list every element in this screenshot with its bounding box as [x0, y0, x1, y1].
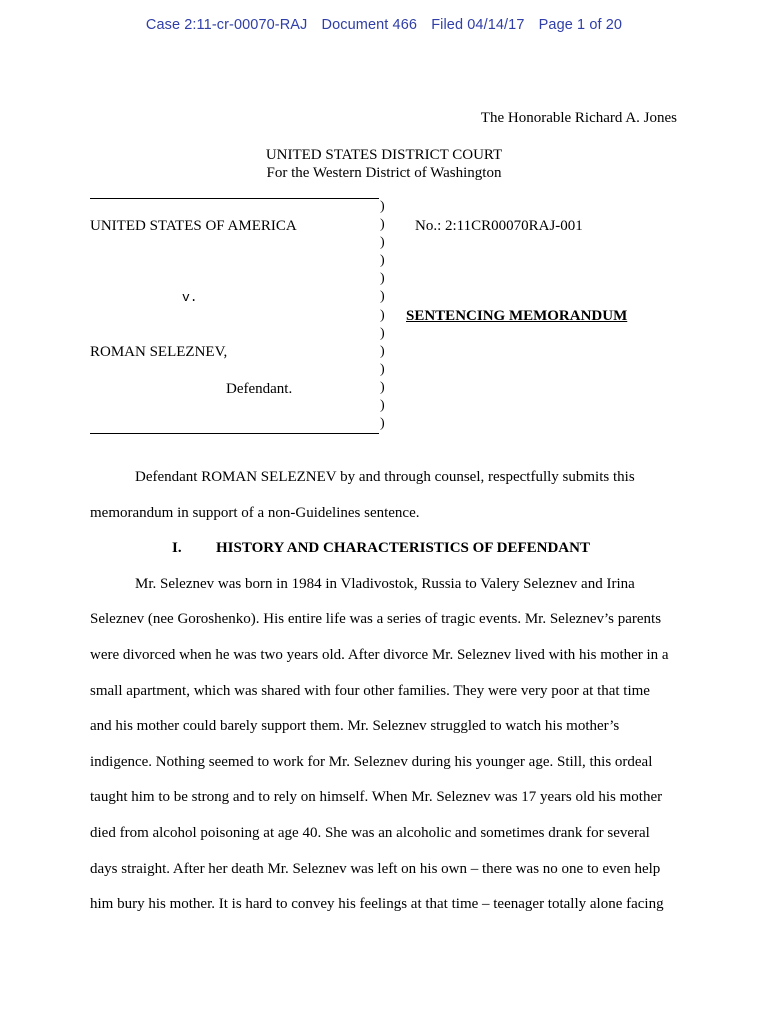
section-number: I.: [172, 540, 182, 557]
caption-paren: ): [380, 217, 385, 233]
paragraph-line: died from alcohol poisoning at age 40. She was an alcoholic and sometimes drank for several: [90, 824, 650, 841]
caption-paren: ): [380, 271, 385, 287]
intro-line: Defendant ROMAN SELEZNEV by and through counsel, respectfully submits this: [135, 469, 635, 485]
paragraph-line: days straight. After her death Mr. Seleznev was left on his own – there was no one to even help: [90, 860, 661, 877]
court-name: UNITED STATES DISTRICT COURT: [265, 147, 503, 163]
paragraph-line: indigence. Nothing seemed to work for Mr. Seleznev during his younger age. Still, this ordeal: [90, 753, 653, 770]
filing-header: [0, 17, 768, 33]
memorandum-body: [90, 460, 680, 923]
paragraph-line: and his mother could barely support them. Mr. Seleznev struggled to watch his mother’s: [90, 718, 620, 735]
case-number-stamp: Case 2:11-cr-00070-RAJ: [145, 17, 308, 33]
paragraph-line: him bury his mother. It is hard to convey his feelings at that time – teenager totally alone facing: [90, 896, 664, 913]
caption-paren: ): [380, 199, 385, 214]
caption-top-rule: [90, 198, 379, 199]
paragraph-line: were divorced when he was two years old. After divorce Mr. Seleznev lived with his mother in a: [90, 646, 669, 663]
caption-paren: ): [380, 235, 385, 251]
caption-plaintiff: UNITED STATES OF AMERICA: [90, 218, 297, 234]
caption-paren: ): [380, 398, 385, 414]
caption-paren: ): [380, 289, 385, 305]
caption-paren: ): [380, 325, 385, 341]
case-number: No.: 2:11CR00070RAJ-001: [415, 218, 583, 234]
paragraph-line: taught him to be strong and to rely on himself. When Mr. Seleznev was 17 years old his mother: [90, 789, 663, 806]
court-district: For the Western District of Washington: [266, 165, 502, 181]
caption-bottom-rule: [90, 433, 379, 434]
caption-versus: v.: [182, 290, 198, 305]
judge-name: The Honorable Richard A. Jones: [480, 110, 677, 126]
caption-paren: ): [380, 307, 385, 323]
section-heading: [90, 531, 680, 567]
caption-defendant-name: ROMAN SELEZNEV,: [90, 344, 228, 360]
document-number-stamp: Document 466: [321, 17, 418, 33]
page-number-stamp: Page 1 of 20: [538, 17, 623, 33]
caption-paren: ): [380, 253, 385, 269]
caption-paren: ): [380, 361, 385, 377]
caption-paren-column: [380, 198, 385, 433]
section-title: HISTORY AND CHARACTERISTICS OF DEFENDANT: [216, 540, 590, 557]
filed-date-stamp: Filed 04/14/17: [431, 17, 525, 33]
paragraph-line: small apartment, which was shared with four other families. They were very poor at that time: [90, 682, 650, 699]
caption-paren: ): [380, 416, 385, 432]
court-heading: [0, 146, 768, 182]
paragraph-line: Seleznev (nee Goroshenko). His entire life was a series of tragic events. Mr. Seleznev’s parents: [90, 611, 662, 628]
document-title: SENTENCING MEMORANDUM: [406, 308, 628, 324]
caption-defendant-role: Defendant.: [226, 381, 293, 397]
paragraph-line: Mr. Seleznev was born in 1984 in Vladivostok, Russia to Valery Seleznev and Irina: [135, 575, 635, 592]
caption-paren: ): [380, 343, 385, 359]
caption-paren: ): [380, 379, 385, 395]
intro-line: memorandum in support of a non-Guidelines sentence.: [90, 504, 420, 521]
